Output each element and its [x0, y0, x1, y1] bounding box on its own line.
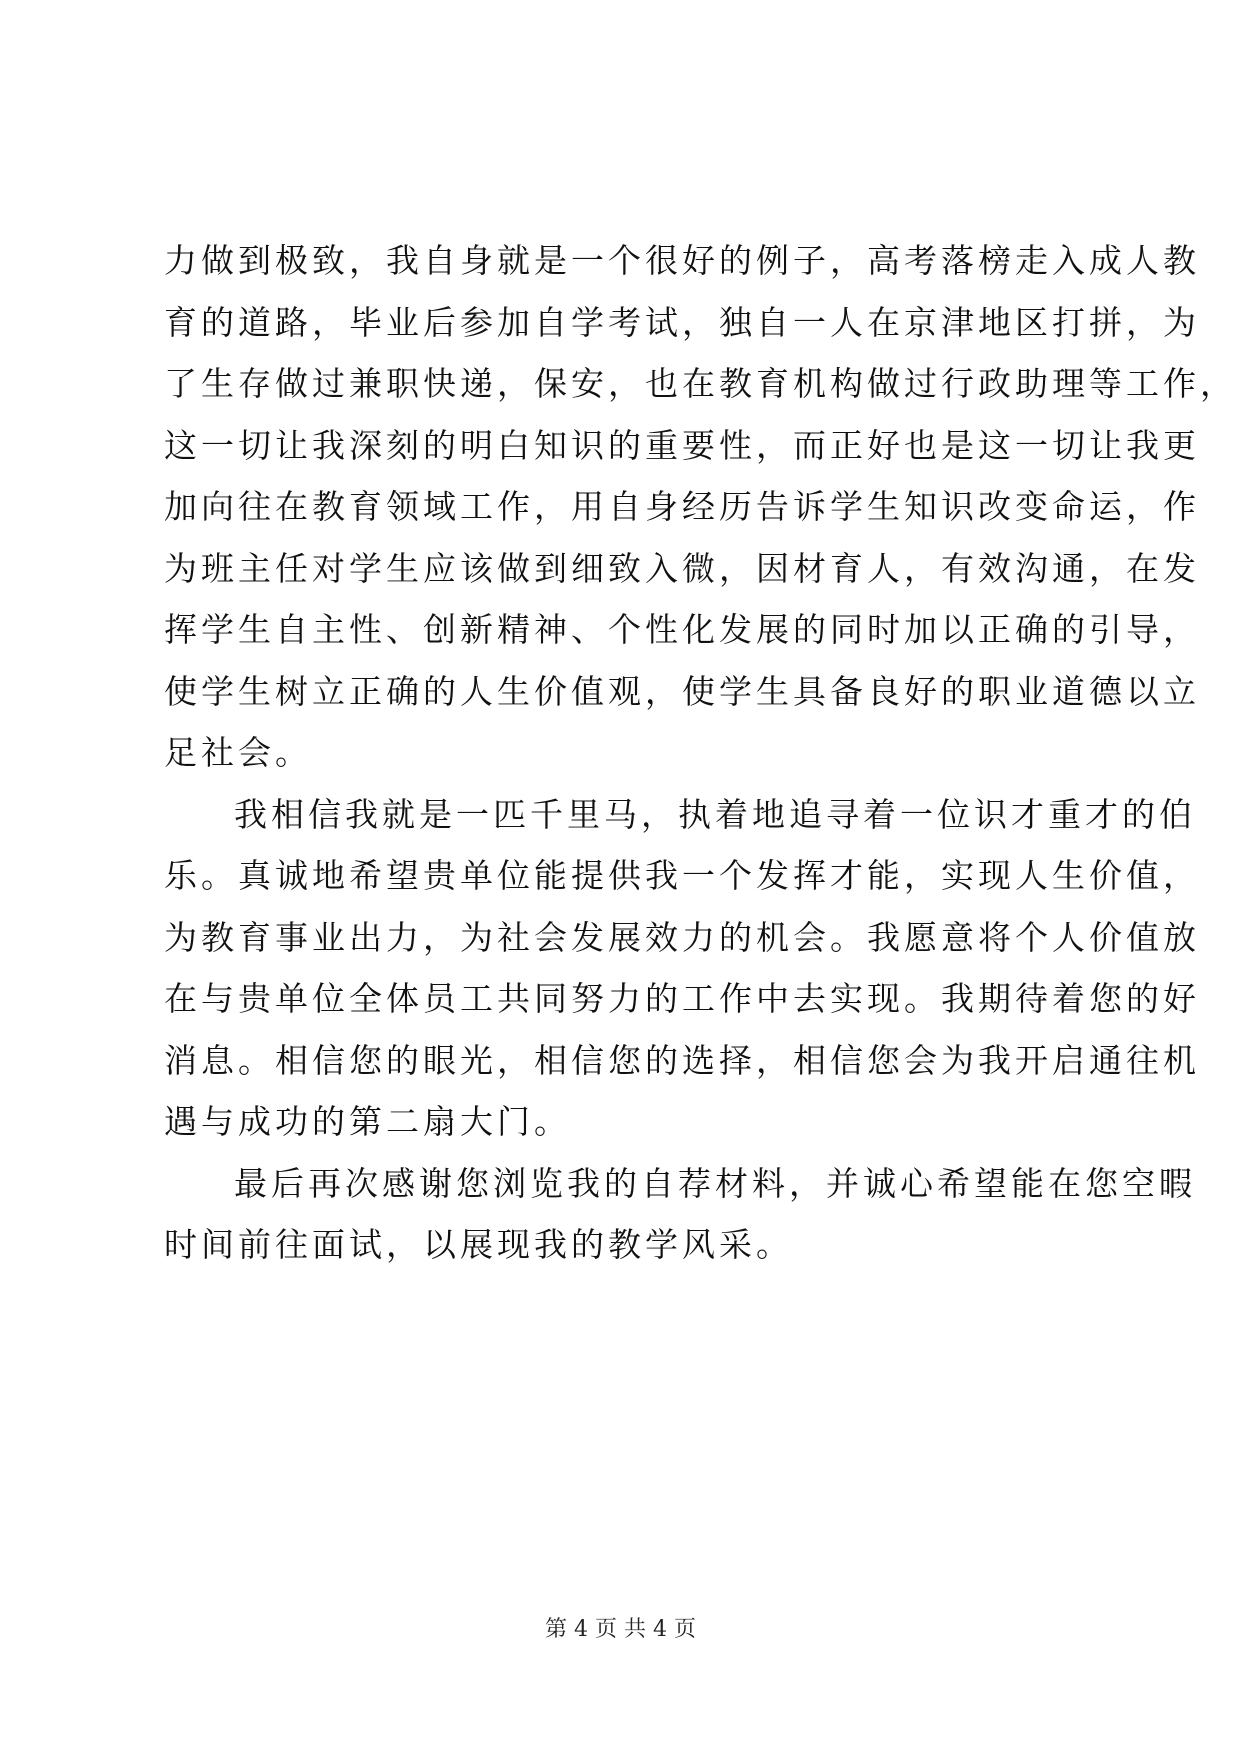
text-line: 加向往在教育领域工作，用自身经历告诉学生知识改变命运，作	[164, 487, 1200, 526]
text-line: 遇与成功的第二扇大门。	[164, 1102, 571, 1141]
page-number-footer: 第 4 页 共 4 页	[545, 1617, 696, 1642]
text-line: 足社会。	[164, 733, 312, 772]
text-line: 为班主任对学生应该做到细致入微，因材育人，有效沟通，在发	[164, 548, 1200, 588]
text-line: 育的道路，毕业后参加自学考试，独自一人在京津地区打拼，为	[164, 302, 1200, 342]
text-line: 为教育事业出力，为社会发展效力的机会。我愿意将个人价值放	[164, 917, 1200, 957]
text-line: 在与贵单位全体员工共同努力的工作中去实现。我期待着您的好	[164, 979, 1200, 1018]
paragraph-start-line: 我相信我就是一匹千里马，执着地追寻着一位识才重才的伯	[234, 794, 1196, 834]
text-line: 消息。相信您的眼光，相信您的选择，相信您会为我开启通往机	[164, 1040, 1200, 1080]
text-line: 挥学生自主性、创新精神、个性化发展的同时加以正确的引导，	[164, 610, 1200, 649]
letter-body	[164, 230, 1237, 1276]
text-line: 时间前往面试，以展现我的教学风采。	[164, 1225, 793, 1264]
text-line: 乐。真诚地希望贵单位能提供我一个发挥才能，实现人生价值，	[164, 856, 1200, 895]
text-line: 这一切让我深刻的明白知识的重要性，而正好也是这一切让我更	[164, 425, 1200, 465]
text-line: 使学生树立正确的人生价值观，使学生具备良好的职业道德以立	[164, 671, 1200, 711]
text-line: 了生存做过兼职快递，保安，也在教育机构做过行政助理等工作，	[164, 364, 1237, 403]
paragraph-start-line: 最后再次感谢您浏览我的自荐材料，并诚心希望能在您空暇	[234, 1163, 1196, 1203]
text-line: 力做到极致，我自身就是一个很好的例子，高考落榜走入成人教	[164, 241, 1200, 280]
